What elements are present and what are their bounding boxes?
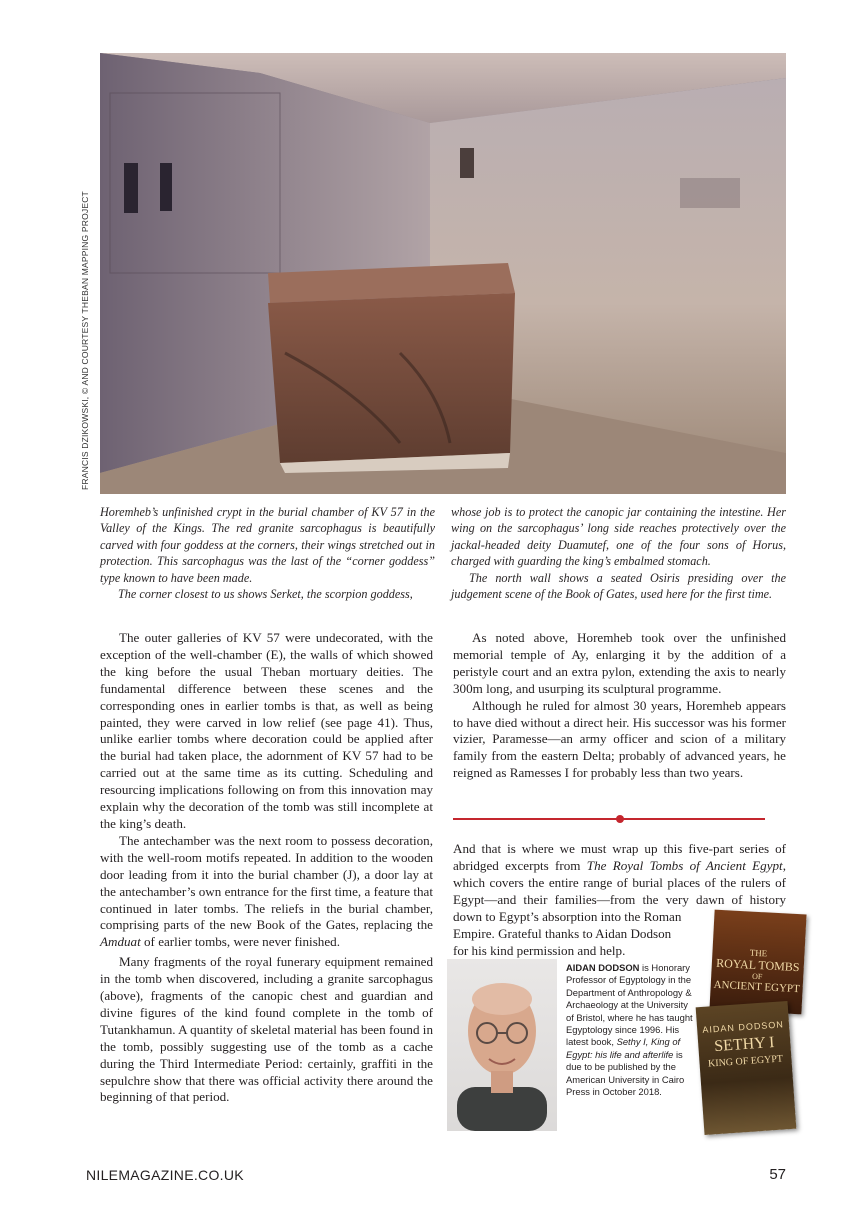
photo-credit: FRANCIS DZIKOWSKI, © AND COURTESY THEBAN MAPPING PROJECT	[80, 191, 90, 490]
book-cover-sethy: AIDAN DODSON SETHY I KING OF EGYPT	[696, 1001, 797, 1135]
body-paragraph: Many fragments of the royal funerary equipment remained in the tomb when discovered, including a granite sarcophagus (above), fragments of the canopic chest and guardian and divine figures of the kind found complete in the tomb of Tutankhamun. A quantity of skeletal material has been found in the tomb, possibly suggesting use of the tomb as a cache during the Third Intermediate Period: certainly, graffiti in the sepulchre show that there was official activity there around the beginning of that period.	[100, 954, 433, 1105]
author-portrait	[447, 959, 557, 1131]
body-column-right	[453, 630, 786, 782]
caption-paragraph: The corner closest to us shows Serket, the scorpion goddess,	[118, 587, 413, 602]
body-column-left	[100, 630, 433, 1106]
author-photo-illustration	[447, 959, 557, 1131]
caption-paragraph: Horemheb’s unfinished crypt in the burial chamber of KV 57 in the Valley of the Kings. The red granite sarcophagus is beautifully carved with four goddess at the corners, their wings stretched out in protection. This sarcophagus was the last of the “corner goddess” type known to have been made.	[100, 505, 435, 585]
burial-chamber-illustration	[100, 53, 786, 494]
divider-dot	[616, 815, 624, 823]
caption-left	[100, 504, 435, 602]
book-cover-royal-tombs: THE ROYAL TOMBS OF ANCIENT EGYPT	[709, 910, 806, 1015]
author-bio: AIDAN DODSON is Honorary Professor of Egyptology in the Department of Anthropology & Archaeology at the University of Bristol, where he has taught Egyptology since 1996. His latest book, Sethy I, King of Egypt: his life and afterlife is due to be published by the American University in Cairo Press in October 2018.	[566, 962, 693, 1098]
caption-paragraph: The north wall shows a seated Osiris presiding over the judgement scene of the Book of Gates, used here for the first time.	[451, 570, 786, 602]
section-divider	[453, 818, 765, 820]
body-paragraph: Although he ruled for almost 30 years, Horemheb appears to have died without a direct heir. His successor was his former vizier, Paramesse—an army officer and scion of a military family from the eastern Delta; probably of advanced years, he reigned as Ramesses I for probably less than two years.	[453, 697, 786, 781]
closing-paragraph-end: Empire. Grateful thanks to Aidan Dodson for his kind permission and help.	[453, 926, 672, 958]
caption-paragraph: whose job is to protect the canopic jar containing the intestine. Her wing on the sarcophagus’ long side reaches protectively over the jackal-headed deity Duamutef, one of the four sons of Horus, charged with guarding the king’s embalmed stomach.	[451, 505, 786, 569]
page-number: 57	[769, 1166, 786, 1183]
body-paragraph: The outer galleries of KV 57 were undecorated, with the exception of the well-chamber (E), the walls of which showed the king before the usual Theban mortuary deities. The fundamental difference between these scenes and the corresponding ones in earlier tombs is that, as well as being painted, they were carved in low relief (see page 41). Thus, unlike earlier tombs where decoration could be applied after the burial had taken place, the adornment of KV 57 had to be carried out at the same time as its cutting. Scheduling and resourcing implications following on from this innovation may explain why the decoration of the tomb was still incomplete at the king’s death.	[100, 630, 433, 831]
closing-paragraph: And that is where we must wrap up this five-part series of abridged excerpts from The Royal Tombs of Ancient Egypt, which covers the entire range of burial places of the rulers of Egypt—and their families—from the very dawn of history down to Egypt’s absorption into the Roman	[453, 841, 786, 924]
magazine-website: NILEMAGAZINE.CO.UK	[86, 1167, 244, 1183]
caption-right	[451, 504, 786, 602]
sarcophagus-photo	[100, 53, 786, 494]
body-paragraph: The antechamber was the next room to possess decoration, with the well-room motifs repeated. In addition to the wooden door leading from it into the burial chamber (J), a door lay at the antechamber’s own entrance for the first time, a feature that continued in later tombs. The reliefs in the burial chamber, comprising parts of the new Book of the Gates, replacing the Amduat of earlier tombs, were never finished.	[100, 832, 433, 950]
body-paragraph: As noted above, Horemheb took over the unfinished memorial temple of Ay, enlarging it by the addition of a peristyle court and an extra pylon, extending the axis to nearly 300m long, and usurping its sculptural programme.	[453, 630, 786, 696]
